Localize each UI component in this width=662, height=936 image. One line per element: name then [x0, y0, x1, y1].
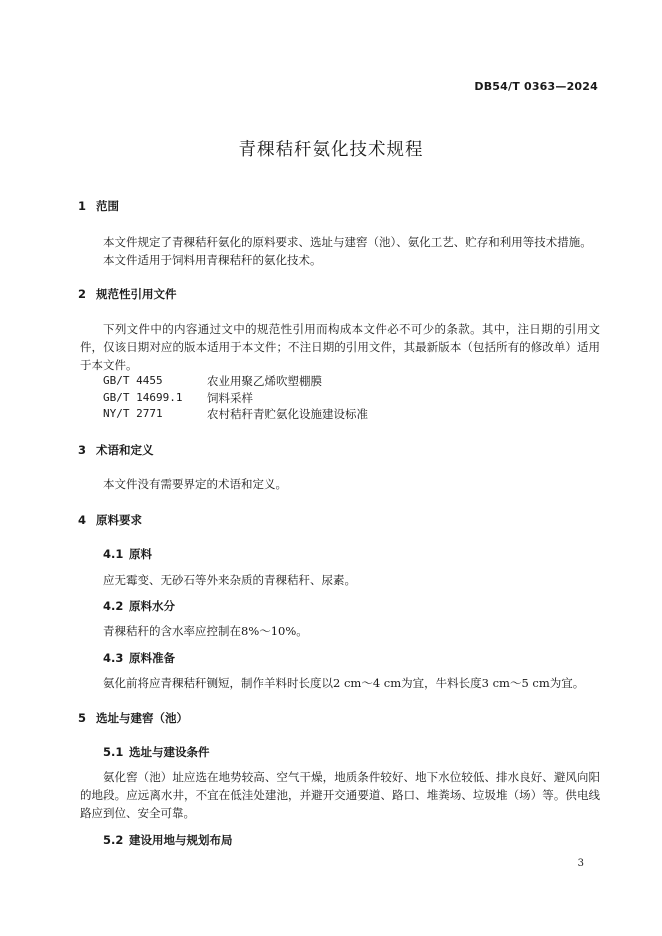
- paragraph-line: 本文件适用于饲料用青稞秸秆的氨化技术。: [103, 253, 322, 267]
- subsection-number: 4.3: [103, 651, 124, 665]
- subsection-number: 4.1: [103, 547, 124, 561]
- subsection-number: 5.2: [103, 833, 124, 847]
- section-title: 规范性引用文件: [96, 287, 177, 301]
- paragraph: 应无霉变、无砂石等外来杂质的青稞秸秆、尿素。: [103, 573, 356, 587]
- subsection-title: 建设用地与规划布局: [129, 833, 233, 847]
- section-title: 原料要求: [96, 513, 142, 527]
- subsection-title: 原料水分: [129, 599, 175, 613]
- subsection-number: 5.1: [103, 745, 124, 759]
- section-number: 1: [78, 199, 87, 213]
- paragraph-line: 本文件规定了青稞秸秆氨化的原料要求、选址与建窖（池）、氨化工艺、贮存和利用等技术措施。: [103, 235, 592, 249]
- paragraph: 氨化窖（池）址应选在地势较高、空气干燥，地质条件较好、地下水位较低、排水良好、避风向阳的地段。应远离水井，不宜在低洼处建池，并避开交通要道、路口、堆粪场、垃圾堆（场）等。供电线路应到位、安全可靠。: [80, 770, 600, 820]
- section-heading-4: [78, 512, 142, 528]
- paragraph: 氨化前将应青稞秸秆铡短，制作羊料时长度以2 cm～4 cm为宜，牛料长度3 cm～5 cm为宜。: [103, 676, 585, 690]
- standard-code: DB54/T 0363—2024: [474, 80, 598, 93]
- section-title: 范围: [96, 199, 119, 213]
- section-number: 3: [78, 443, 87, 457]
- section-number: 5: [78, 711, 87, 725]
- section-number: 2: [78, 287, 87, 301]
- subsection-heading-4-3: [103, 650, 175, 666]
- subsection-heading-5-2: [103, 832, 233, 848]
- reference-code: GB/T 14699.1: [103, 391, 183, 404]
- document-title: 青稞秸秆氨化技术规程: [238, 140, 424, 160]
- subsection-heading-4-1: [103, 546, 152, 562]
- paragraph: 青稞秸秆的含水率应控制在8%～10%。: [103, 624, 308, 638]
- page-number: 3: [577, 858, 584, 869]
- reference-code: NY/T 2771: [103, 407, 163, 420]
- subsection-title: 原料: [129, 547, 152, 561]
- section-title: 术语和定义: [96, 443, 154, 457]
- section-heading-1: [78, 198, 119, 214]
- subsection-heading-4-2: [103, 598, 175, 614]
- paragraph: 下列文件中的内容通过文中的规范性引用而构成本文件必不可少的条款。其中，注日期的引用文件，仅该日期对应的版本适用于本文件；不注日期的引用文件，其最新版本（包括所有的修改单）适用于本文件。: [80, 322, 600, 372]
- reference-code: GB/T 4455: [103, 374, 163, 387]
- section-heading-5: [78, 710, 188, 726]
- subsection-number: 4.2: [103, 599, 124, 613]
- reference-name: 农业用聚乙烯吹塑棚膜: [207, 374, 322, 388]
- subsection-title: 选址与建设条件: [129, 745, 210, 759]
- section-heading-3: [78, 442, 154, 458]
- paragraph: 本文件没有需要界定的术语和定义。: [103, 477, 287, 491]
- subsection-heading-5-1: [103, 744, 210, 760]
- section-number: 4: [78, 513, 87, 527]
- section-title: 选址与建窖（池）: [96, 711, 188, 725]
- paragraph: [80, 233, 600, 269]
- section-heading-2: [78, 286, 177, 302]
- subsection-title: 原料准备: [129, 651, 175, 665]
- reference-name: 农村秸秆青贮氨化设施建设标准: [207, 407, 368, 421]
- reference-name: 饲料采样: [207, 391, 253, 405]
